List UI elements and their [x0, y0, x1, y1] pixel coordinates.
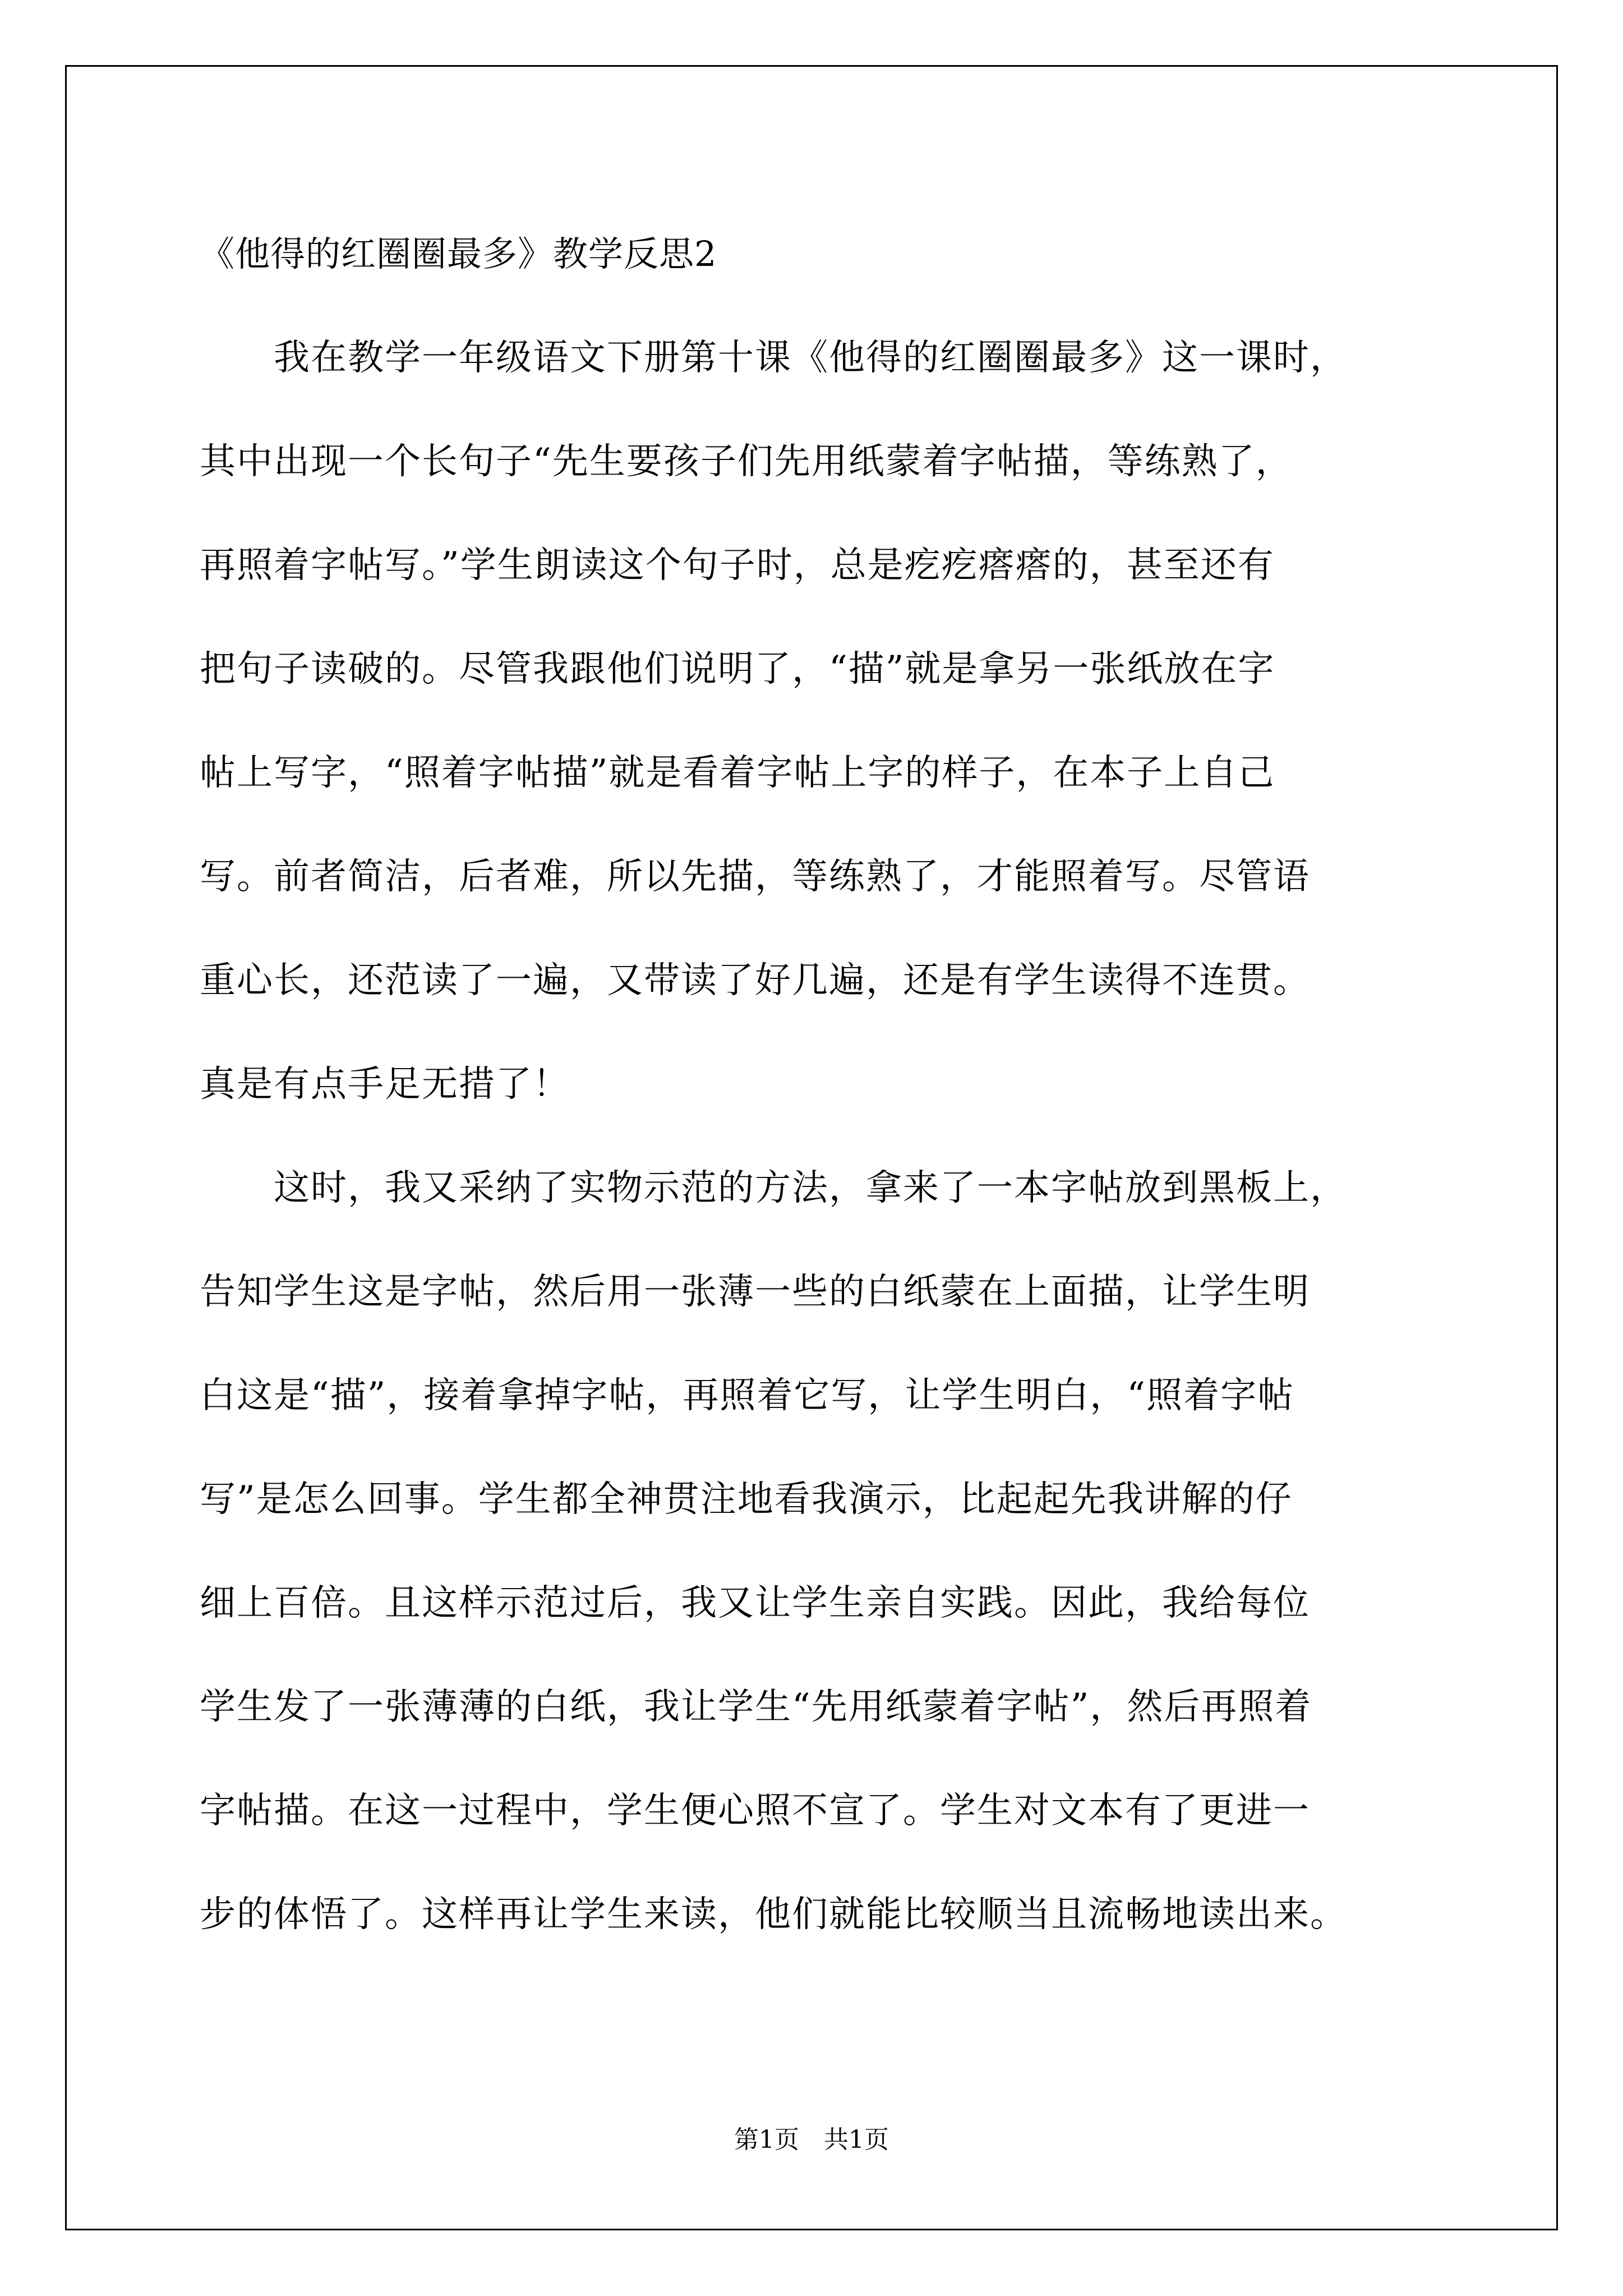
text-line: 这时，我又采纳了实物示范的方法，拿来了一本字帖放到黑板上， — [200, 1167, 1347, 1209]
text-line: 我在教学一年级语文下册第十课《他得的红圈圈最多》这一课时， — [200, 337, 1347, 379]
document-title: 《他得的红圈圈最多》教学反思2 — [200, 233, 717, 274]
page-total: 共1页 — [824, 2125, 889, 2154]
text-line: 写”是怎么回事。学生都全神贯注地看我演示，比起起先我讲解的仔 — [200, 1479, 1293, 1520]
page-footer — [0, 2123, 1623, 2157]
text-line: 写。前者简洁，后者难，所以先描，等练熟了，才能照着写。尽管语 — [200, 856, 1310, 898]
text-line: 把句子读破的。尽管我跟他们说明了，“描”就是拿另一张纸放在字 — [200, 648, 1275, 690]
text-line: 步的体悟了。这样再让学生来读，他们就能比较顺当且流畅地读出来。 — [200, 1894, 1347, 1935]
text-line: 其中出现一个长句子“先生要孩子们先用纸蒙着字帖描，等练熟了， — [200, 441, 1293, 482]
text-line: 学生发了一张薄薄的白纸，我让学生“先用纸蒙着字帖”，然后再照着 — [200, 1686, 1312, 1728]
text-line: 再照着字帖写。”学生朗读这个句子时，总是疙疙瘩瘩的，甚至还有 — [200, 545, 1275, 586]
text-line: 帖上写字，“照着字帖描”就是看着字帖上字的样子，在本子上自己 — [200, 752, 1275, 794]
text-line: 真是有点手足无措了！ — [200, 1064, 570, 1105]
text-line: 白这是“描”，接着拿掉字帖，再照着它写，让学生明白，“照着字帖 — [200, 1375, 1295, 1416]
text-line: 告知学生这是字帖，然后用一张薄一些的白纸蒙在上面描，让学生明 — [200, 1271, 1310, 1313]
text-line: 重心长，还范读了一遍，又带读了好几遍，还是有学生读得不连贯。 — [200, 960, 1310, 1001]
page-number: 第1页 — [734, 2125, 799, 2154]
text-line: 字帖描。在这一过程中，学生便心照不宣了。学生对文本有了更进一 — [200, 1790, 1310, 1832]
text-line: 细上百倍。且这样示范过后，我又让学生亲自实践。因此，我给每位 — [200, 1582, 1310, 1624]
